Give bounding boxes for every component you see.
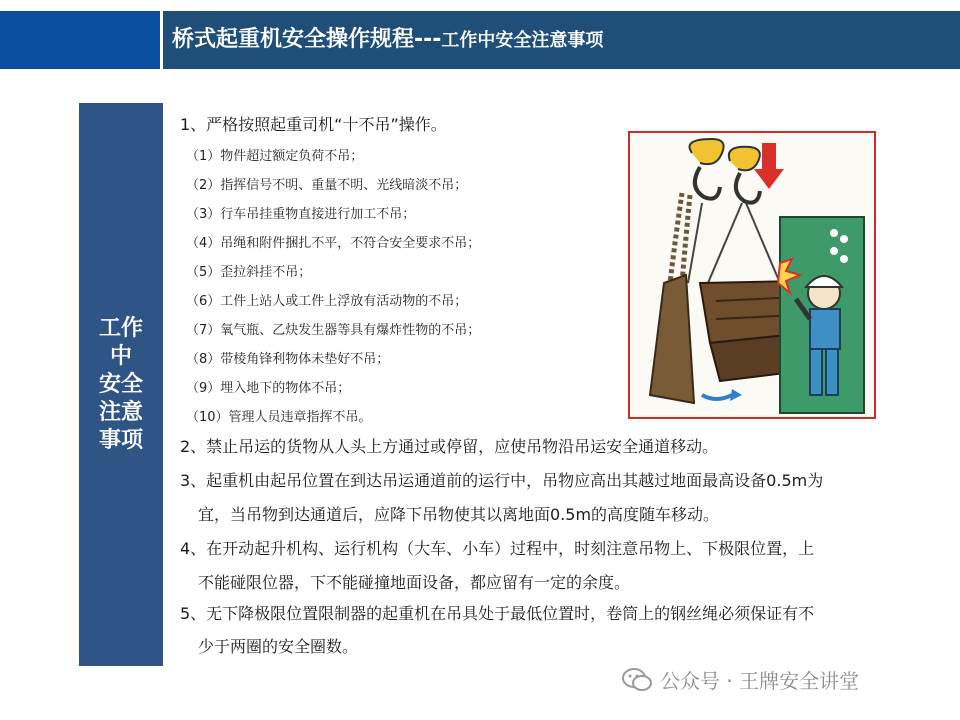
header-accent [0, 11, 160, 69]
rule3-line2: 宜，当吊物到达通道后，应降下吊物使其以离地面0.5m的高度随车移动。 [198, 505, 720, 524]
rule1-item: （5）歪拉斜挂不吊； [186, 265, 312, 280]
title-sub: 工作中安全注意事项 [441, 30, 604, 51]
rule2: 2、禁止吊运的货物从人头上方通过或停留，应使吊物沿吊运安全通道移动。 [180, 437, 719, 456]
header-divider [160, 11, 163, 69]
section-label [79, 103, 163, 666]
rule4-line1: 4、在开动起升机构、运行机构（大车、小车）过程中，时刻注意吊物上、下极限位置，上 [180, 539, 815, 558]
section-label-line: 工作 [98, 315, 143, 341]
section-label-line: 中 [109, 343, 132, 369]
watermark-text: 公众号 · 王牌安全讲堂 [660, 669, 860, 693]
rule1-heading: 1、严格按照起重司机“十不吊”操作。 [180, 115, 447, 134]
rule3-line1: 3、起重机由起吊位置在到达吊运通道前的运行中，吊物应高出其越过地面最高设备0.5m为 [180, 471, 824, 490]
wechat-icon [622, 667, 652, 693]
crane-hazard-illustration [628, 131, 876, 419]
rule1-item: （1）物件超过额定负荷不吊； [186, 149, 364, 164]
section-label-line: 事项 [98, 427, 143, 453]
rule1-item: （2）指挥信号不明、重量不明、光线暗淡不吊； [186, 178, 468, 193]
rule1-item: （7）氧气瓶、乙炔发生器等具有爆炸性物的不吊； [186, 323, 481, 338]
rule5-line2: 少于两圈的安全圈数。 [198, 637, 359, 656]
rule1-item: （8）带棱角锋利物体未垫好不吊； [186, 352, 390, 367]
illustration-art [630, 133, 874, 417]
rule4-line2: 不能碰限位器，下不能碰撞地面设备，都应留有一定的余度。 [198, 573, 631, 592]
section-label-line: 安全 [98, 371, 143, 397]
watermark [622, 665, 859, 694]
section-label-line: 注意 [98, 399, 143, 425]
rule1-item: （10）管理人员违章指挥不吊。 [186, 410, 372, 425]
rule1-item: （3）行车吊挂重物直接进行加工不吊； [186, 207, 416, 222]
rule5-line1: 5、无下降极限位置限制器的起重机在吊具处于最低位置时，卷筒上的钢丝绳必须保证有不 [180, 604, 815, 623]
rule1-item: （6）工件上站人或工件上浮放有活动物的不吊； [186, 294, 468, 309]
rule1-item: （4）吊绳和附件捆扎不平，不符合安全要求不吊； [186, 236, 481, 251]
title-main: 桥式起重机安全操作规程--- [172, 27, 442, 52]
rule1-item: （9）埋入地下的物体不吊； [186, 381, 351, 396]
